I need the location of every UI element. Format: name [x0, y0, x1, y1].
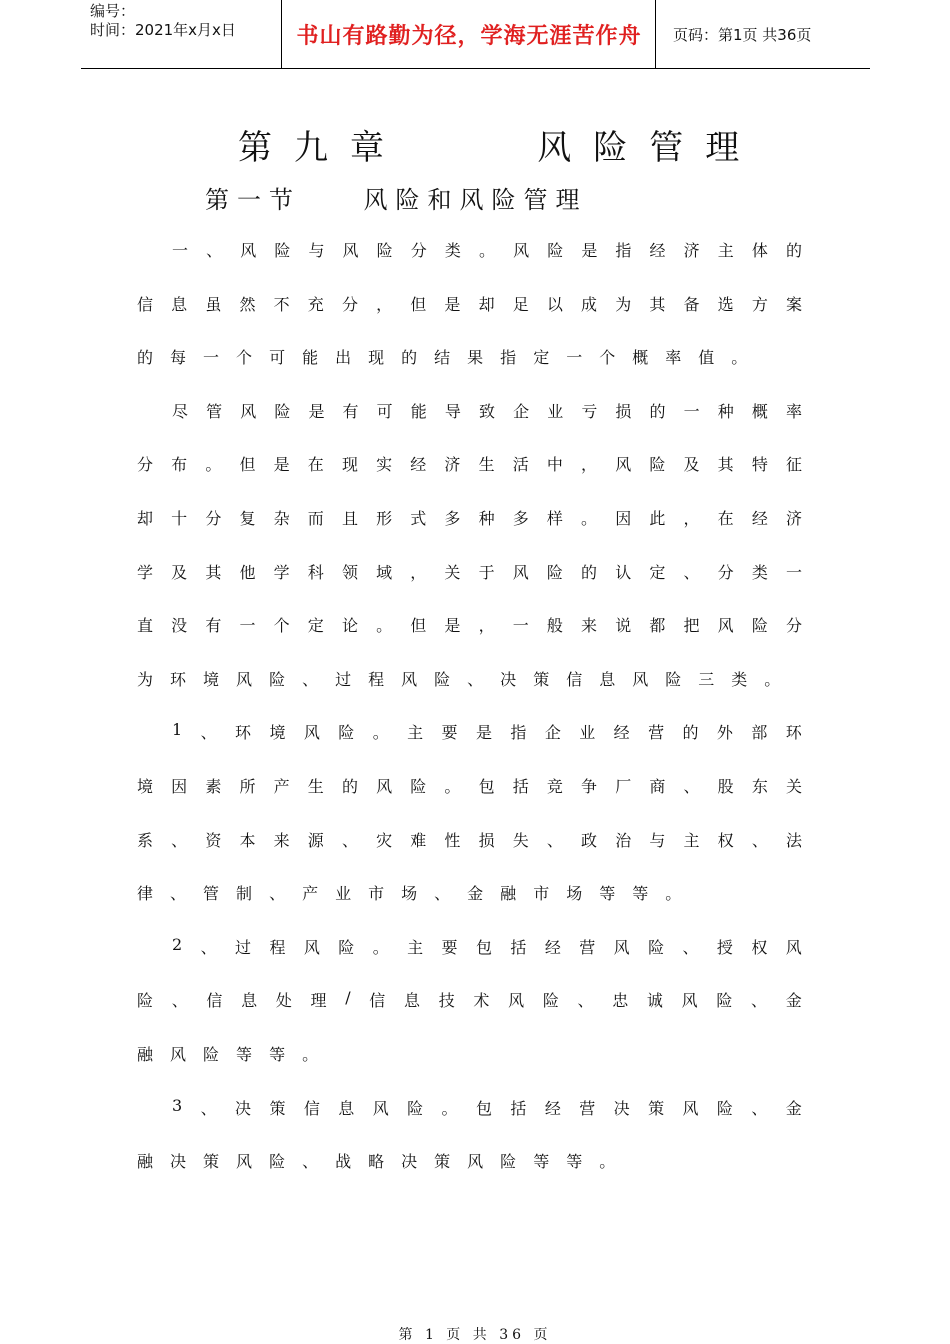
body-line: 融 决 策 风 险 、 战 略 决 策 风 险 等 等 。 — [137, 1152, 616, 1172]
body-line: 一 、 风 险 与 风 险 分 类 。 风 险 是 指 经 济 主 体 的 — [172, 241, 802, 260]
page-header — [81, 0, 870, 69]
body-line: 的 每 一 个 可 能 出 现 的 结 果 指 定 一 个 概 率 值 。 — [137, 348, 748, 368]
body-line: 却 十 分 复 杂 而 且 形 式 多 种 多 样 。 因 此 ， 在 经 济 — [137, 509, 802, 528]
header-meta — [81, 0, 281, 68]
body-line: 2 、 过 程 风 险 。 主 要 包 括 经 营 风 险 、 授 权 风 — [172, 934, 802, 957]
body-line: 1 、 环 境 风 险 。 主 要 是 指 企 业 经 营 的 外 部 环 — [172, 720, 802, 743]
chapter-title: 第九章 风险管理 — [238, 128, 762, 168]
body-line: 尽 管 风 险 是 有 可 能 导 致 企 业 亏 损 的 一 种 概 率 — [172, 401, 802, 421]
body-line: 分 布 。 但 是 在 现 实 经 济 生 活 中 ， 风 险 及 其 特 征 — [137, 455, 802, 475]
number-label: 编号： — [90, 2, 136, 20]
body-line: 为 环 境 风 险 、 过 程 风 险 、 决 策 信 息 风 险 三 类 。 — [137, 669, 781, 689]
section-title: 第一节 风险和风险管理 — [205, 186, 588, 214]
body-line: 律 、 管 制 、 产 业 市 场 、 金 融 市 场 等 等 。 — [137, 884, 682, 904]
body-line: 信 息 虽 然 不 充 分 ， 但 是 却 足 以 成 为 其 备 选 方 案 — [137, 294, 802, 314]
header-page-info: 页码：第1页 共36页 — [673, 25, 812, 44]
body-line: 直 没 有 一 个 定 论 。 但 是 ， 一 般 来 说 都 把 风 险 分 — [137, 616, 802, 636]
header-divider-1 — [281, 0, 282, 68]
time-label: 时间：2021年x月x日 — [90, 21, 236, 39]
body-line: 融 风 险 等 等 。 — [137, 1045, 319, 1064]
body-line: 学 及 其 他 学 科 领 域 ， 关 于 风 险 的 认 定 、 分 类 一 — [137, 562, 802, 582]
body-line: 境 因 素 所 产 生 的 风 险 。 包 括 竞 争 厂 商 、 股 东 关 — [137, 777, 802, 796]
body-line: 3 、 决 策 信 息 风 险 。 包 括 经 营 决 策 风 险 、 金 — [172, 1095, 802, 1118]
header-motto: 书山有路勤为径，学海无涯苦作舟 — [296, 23, 642, 49]
page-footer: 第 1 页 共 36 页 — [398, 1327, 552, 1343]
body-line: 系 、 资 本 来 源 、 灾 难 性 损 失 、 政 治 与 主 权 、 法 — [137, 830, 802, 850]
body-line: 险 、 信 息 处 理 / 信 息 技 术 风 险 、 忠 诚 风 险 、 金 — [137, 988, 802, 1011]
header-divider-2 — [655, 0, 656, 68]
